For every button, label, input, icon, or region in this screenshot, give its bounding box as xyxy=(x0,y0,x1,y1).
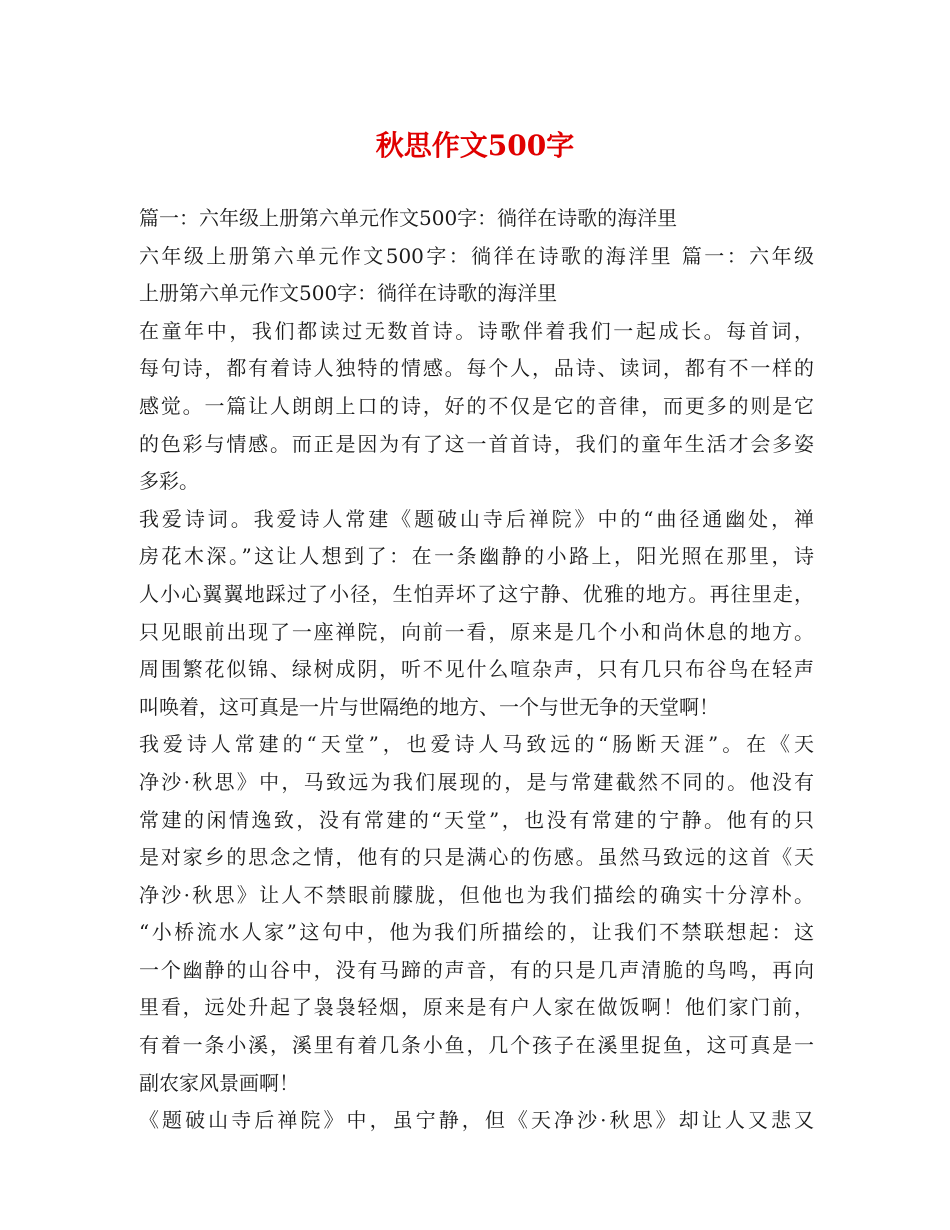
body-text-line: 的色彩与情感。而正是因为有了这一首首诗，我们的童年生活才会多姿 xyxy=(139,431,814,456)
body-text-line: 在童年中，我们都读过无数首诗。诗歌伴着我们一起成长。每首词， xyxy=(139,318,814,343)
body-text-line: 每句诗，都有着诗人独特的情感。每个人，品诗、读词，都有不一样的 xyxy=(139,356,814,381)
body-text-line: 感觉。一篇让人朗朗上口的诗，好的不仅是它的音律，而更多的则是它 xyxy=(139,393,814,418)
body-text-line: 周围繁花似锦、绿树成阴，听不见什么喧杂声，只有几只布谷鸟在轻声 xyxy=(139,657,814,682)
body-text-line: 人小心翼翼地踩过了小径，生怕弄坏了这宁静、优雅的地方。再往里走， xyxy=(139,581,814,606)
body-text-line: 里看，远处升起了袅袅轻烟，原来是有户人家在做饭啊！他们家门前， xyxy=(139,995,814,1020)
body-text-line: 多彩。 xyxy=(139,469,199,494)
body-text-line: 一个幽静的山谷中，没有马蹄的声音，有的只是几声清脆的鸟鸣，再向 xyxy=(139,957,814,982)
document-title: 秋思作文500字 xyxy=(375,129,575,162)
body-text-line: 叫唤着，这可真是一片与世隔绝的地方、一个与世无争的天堂啊！ xyxy=(139,694,719,719)
body-text-line: 是对家乡的思念之情，他有的只是满心的伤感。虽然马致远的这首《天 xyxy=(139,845,814,870)
document-body xyxy=(139,200,814,1140)
body-text-line: 净沙·秋思》中，马致远为我们展现的，是与常建截然不同的。他没有 xyxy=(139,769,814,794)
body-text-line: 有着一条小溪，溪里有着几条小鱼，几个孩子在溪里捉鱼，这可真是一 xyxy=(139,1033,814,1058)
body-text-line: “小桥流水人家”这句中，他为我们所描绘的，让我们不禁联想起：这 xyxy=(139,920,814,945)
body-text-line: 副农家风景画啊！ xyxy=(139,1070,299,1095)
body-text-line: 净沙·秋思》让人不禁眼前朦胧，但他也为我们描绘的确实十分淳朴。 xyxy=(139,882,814,907)
body-text-line: 《题破山寺后禅院》中，虽宁静，但《天净沙·秋思》却让人又悲又 xyxy=(139,1108,814,1133)
body-text-line: 篇一：六年级上册第六单元作文500字：徜徉在诗歌的海洋里 xyxy=(139,206,678,230)
body-text-line: 六年级上册第六单元作文500字：徜徉在诗歌的海洋里 篇一：六年级 xyxy=(139,243,814,268)
body-text-line: 只见眼前出现了一座禅院，向前一看，原来是几个小和尚休息的地方。 xyxy=(139,619,814,644)
body-text-line: 我爱诗人常建的“天堂”，也爱诗人马致远的“肠断天涯”。在《天 xyxy=(139,732,814,757)
body-text-line: 我爱诗词。我爱诗人常建《题破山寺后禅院》中的“曲径通幽处，禅 xyxy=(139,506,814,531)
body-text-line: 房花木深。”这让人想到了：在一条幽静的小路上，阳光照在那里，诗 xyxy=(139,544,814,569)
body-text-line: 上册第六单元作文500字：徜徉在诗歌的海洋里 xyxy=(139,281,558,306)
body-text-line: 常建的闲情逸致，没有常建的“天堂”，也没有常建的宁静。他有的只 xyxy=(139,807,814,832)
